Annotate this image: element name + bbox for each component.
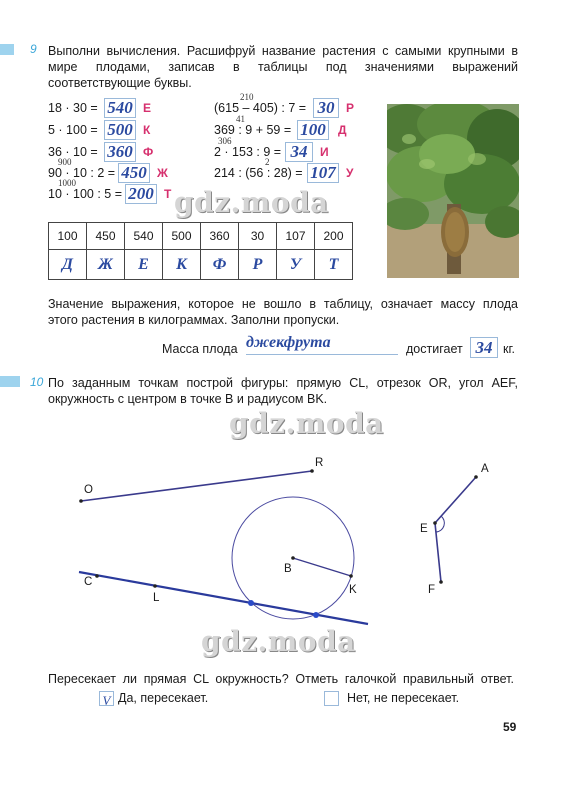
intermediate-note: 2 bbox=[265, 157, 270, 167]
point-label-O: O bbox=[84, 484, 93, 496]
task-text-line: мире плодами, записав в таблицы под значениями выражений bbox=[48, 60, 518, 74]
intermediate-note: 41 bbox=[236, 114, 245, 124]
mass-label: Масса плода bbox=[162, 342, 238, 356]
table-value: 30 bbox=[239, 223, 277, 250]
point-A bbox=[474, 475, 478, 479]
intermediate-note: 210 bbox=[240, 92, 254, 102]
table-value: 200 bbox=[315, 223, 353, 250]
task-text-line: По заданным точкам построй фигуры: прямую CL, отрезок OR, угол AEF, bbox=[48, 376, 518, 390]
code-letter: К bbox=[143, 123, 151, 137]
table-value: 360 bbox=[201, 223, 239, 250]
table-letter[interactable]: Р bbox=[239, 250, 277, 280]
code-letter: Е bbox=[143, 101, 152, 115]
question-text: Пересекает ли прямая CL окружность? Отметь галочкой правильный ответ. bbox=[48, 672, 514, 686]
point-L bbox=[153, 584, 157, 588]
point-R bbox=[310, 469, 314, 473]
intermediate-note: 900 bbox=[58, 157, 72, 167]
answer-checkbox-no[interactable] bbox=[324, 691, 339, 706]
task-number: 10 bbox=[30, 375, 44, 389]
point-label-A: A bbox=[481, 463, 489, 475]
point-B bbox=[291, 556, 295, 560]
watermark: gdz.moda bbox=[174, 186, 329, 219]
point-C bbox=[95, 574, 99, 578]
answer-box[interactable]: 30 bbox=[313, 98, 339, 118]
intersection-point bbox=[248, 600, 254, 606]
code-letter: И bbox=[320, 145, 329, 159]
code-letter: Ж bbox=[157, 166, 168, 180]
expression: 214 : (56 : 28) = bbox=[214, 166, 303, 180]
task-text-line: этого растения в килограммах. Заполни пропуски. bbox=[48, 313, 340, 327]
fruit-name-field[interactable]: джекфрута bbox=[246, 334, 398, 355]
answer-option-yes: Да, пересекает. bbox=[118, 691, 209, 705]
table-letter[interactable]: Ф bbox=[201, 250, 239, 280]
segment-OR bbox=[81, 471, 312, 501]
answer-box[interactable]: 100 bbox=[297, 120, 329, 140]
mass-verb: достигает bbox=[406, 342, 463, 356]
table-letter[interactable]: К bbox=[163, 250, 201, 280]
point-E bbox=[433, 521, 437, 525]
table-letter[interactable]: Т bbox=[315, 250, 353, 280]
point-label-F: F bbox=[428, 584, 436, 596]
code-letter: Т bbox=[164, 187, 172, 201]
task-number: 9 bbox=[30, 42, 37, 56]
answer-box[interactable]: 200 bbox=[125, 184, 157, 204]
table-value: 107 bbox=[277, 223, 315, 250]
point-O bbox=[79, 499, 83, 503]
watermark: gdz.moda bbox=[201, 625, 356, 658]
expression: 369 : 9 + 59 = bbox=[214, 123, 292, 137]
task-text-line: Выполни вычисления. Расшифруй название растения с самыми крупными в bbox=[48, 44, 518, 58]
intersection-point bbox=[313, 612, 319, 618]
intermediate-note: 1000 bbox=[58, 178, 76, 188]
expression: 10 · 100 : 5 = bbox=[48, 187, 123, 201]
code-letter: У bbox=[346, 166, 354, 180]
line-CL bbox=[79, 572, 368, 624]
point-label-K: K bbox=[349, 584, 357, 596]
table-letter[interactable]: У bbox=[277, 250, 315, 280]
expression: 5 · 100 = bbox=[48, 123, 98, 137]
expression: 90 · 10 : 2 = bbox=[48, 166, 116, 180]
answer-box[interactable]: 500 bbox=[104, 120, 136, 140]
table-letter[interactable]: Ж bbox=[87, 250, 125, 280]
point-F bbox=[439, 580, 443, 584]
code-letter: Р bbox=[346, 101, 355, 115]
table-value: 540 bbox=[125, 223, 163, 250]
task-text-line: Значение выражения, которое не вошло в таблицу, означает массу плода bbox=[48, 297, 518, 311]
table-letter[interactable]: Д bbox=[49, 250, 87, 280]
answer-box[interactable]: 360 bbox=[104, 142, 136, 162]
code-letter: Д bbox=[338, 123, 347, 137]
expression: 36 · 10 = bbox=[48, 145, 98, 159]
check-mark-icon: V bbox=[102, 693, 111, 708]
answer-box[interactable]: 34 bbox=[285, 142, 313, 162]
table-letter[interactable]: Е bbox=[125, 250, 163, 280]
watermark: gdz.moda bbox=[229, 407, 384, 440]
answer-option-no: Нет, не пересекает. bbox=[347, 691, 460, 705]
expression: 18 · 30 = bbox=[48, 101, 98, 115]
point-label-R: R bbox=[315, 457, 324, 469]
answer-checkbox-yes[interactable] bbox=[99, 691, 114, 706]
point-label-L: L bbox=[153, 592, 160, 604]
mass-unit: кг. bbox=[503, 342, 515, 356]
intermediate-note: 306 bbox=[218, 136, 232, 146]
angle-arc bbox=[436, 516, 444, 532]
code-letter: Ф bbox=[143, 145, 154, 159]
task-text-line: соответствующие буквы. bbox=[48, 76, 192, 90]
point-label-C: C bbox=[84, 576, 93, 588]
page-number: 59 bbox=[503, 720, 517, 734]
radius-BK bbox=[293, 558, 351, 576]
mass-value-box[interactable]: 34 bbox=[470, 337, 498, 358]
table-value: 500 bbox=[163, 223, 201, 250]
answer-box[interactable]: 450 bbox=[118, 163, 150, 183]
point-label-E: E bbox=[420, 523, 428, 535]
answer-box[interactable]: 107 bbox=[307, 163, 339, 183]
table-value: 100 bbox=[49, 223, 87, 250]
expression: 2 · 153 : 9 = bbox=[214, 145, 282, 159]
point-K bbox=[349, 574, 353, 578]
point-label-B: B bbox=[284, 563, 292, 575]
expression: (615 – 405) : 7 = bbox=[214, 101, 307, 115]
table-value: 450 bbox=[87, 223, 125, 250]
answer-box[interactable]: 540 bbox=[104, 98, 136, 118]
task-text-line: окружность с центром в точке B и радиусом BK. bbox=[48, 392, 328, 406]
